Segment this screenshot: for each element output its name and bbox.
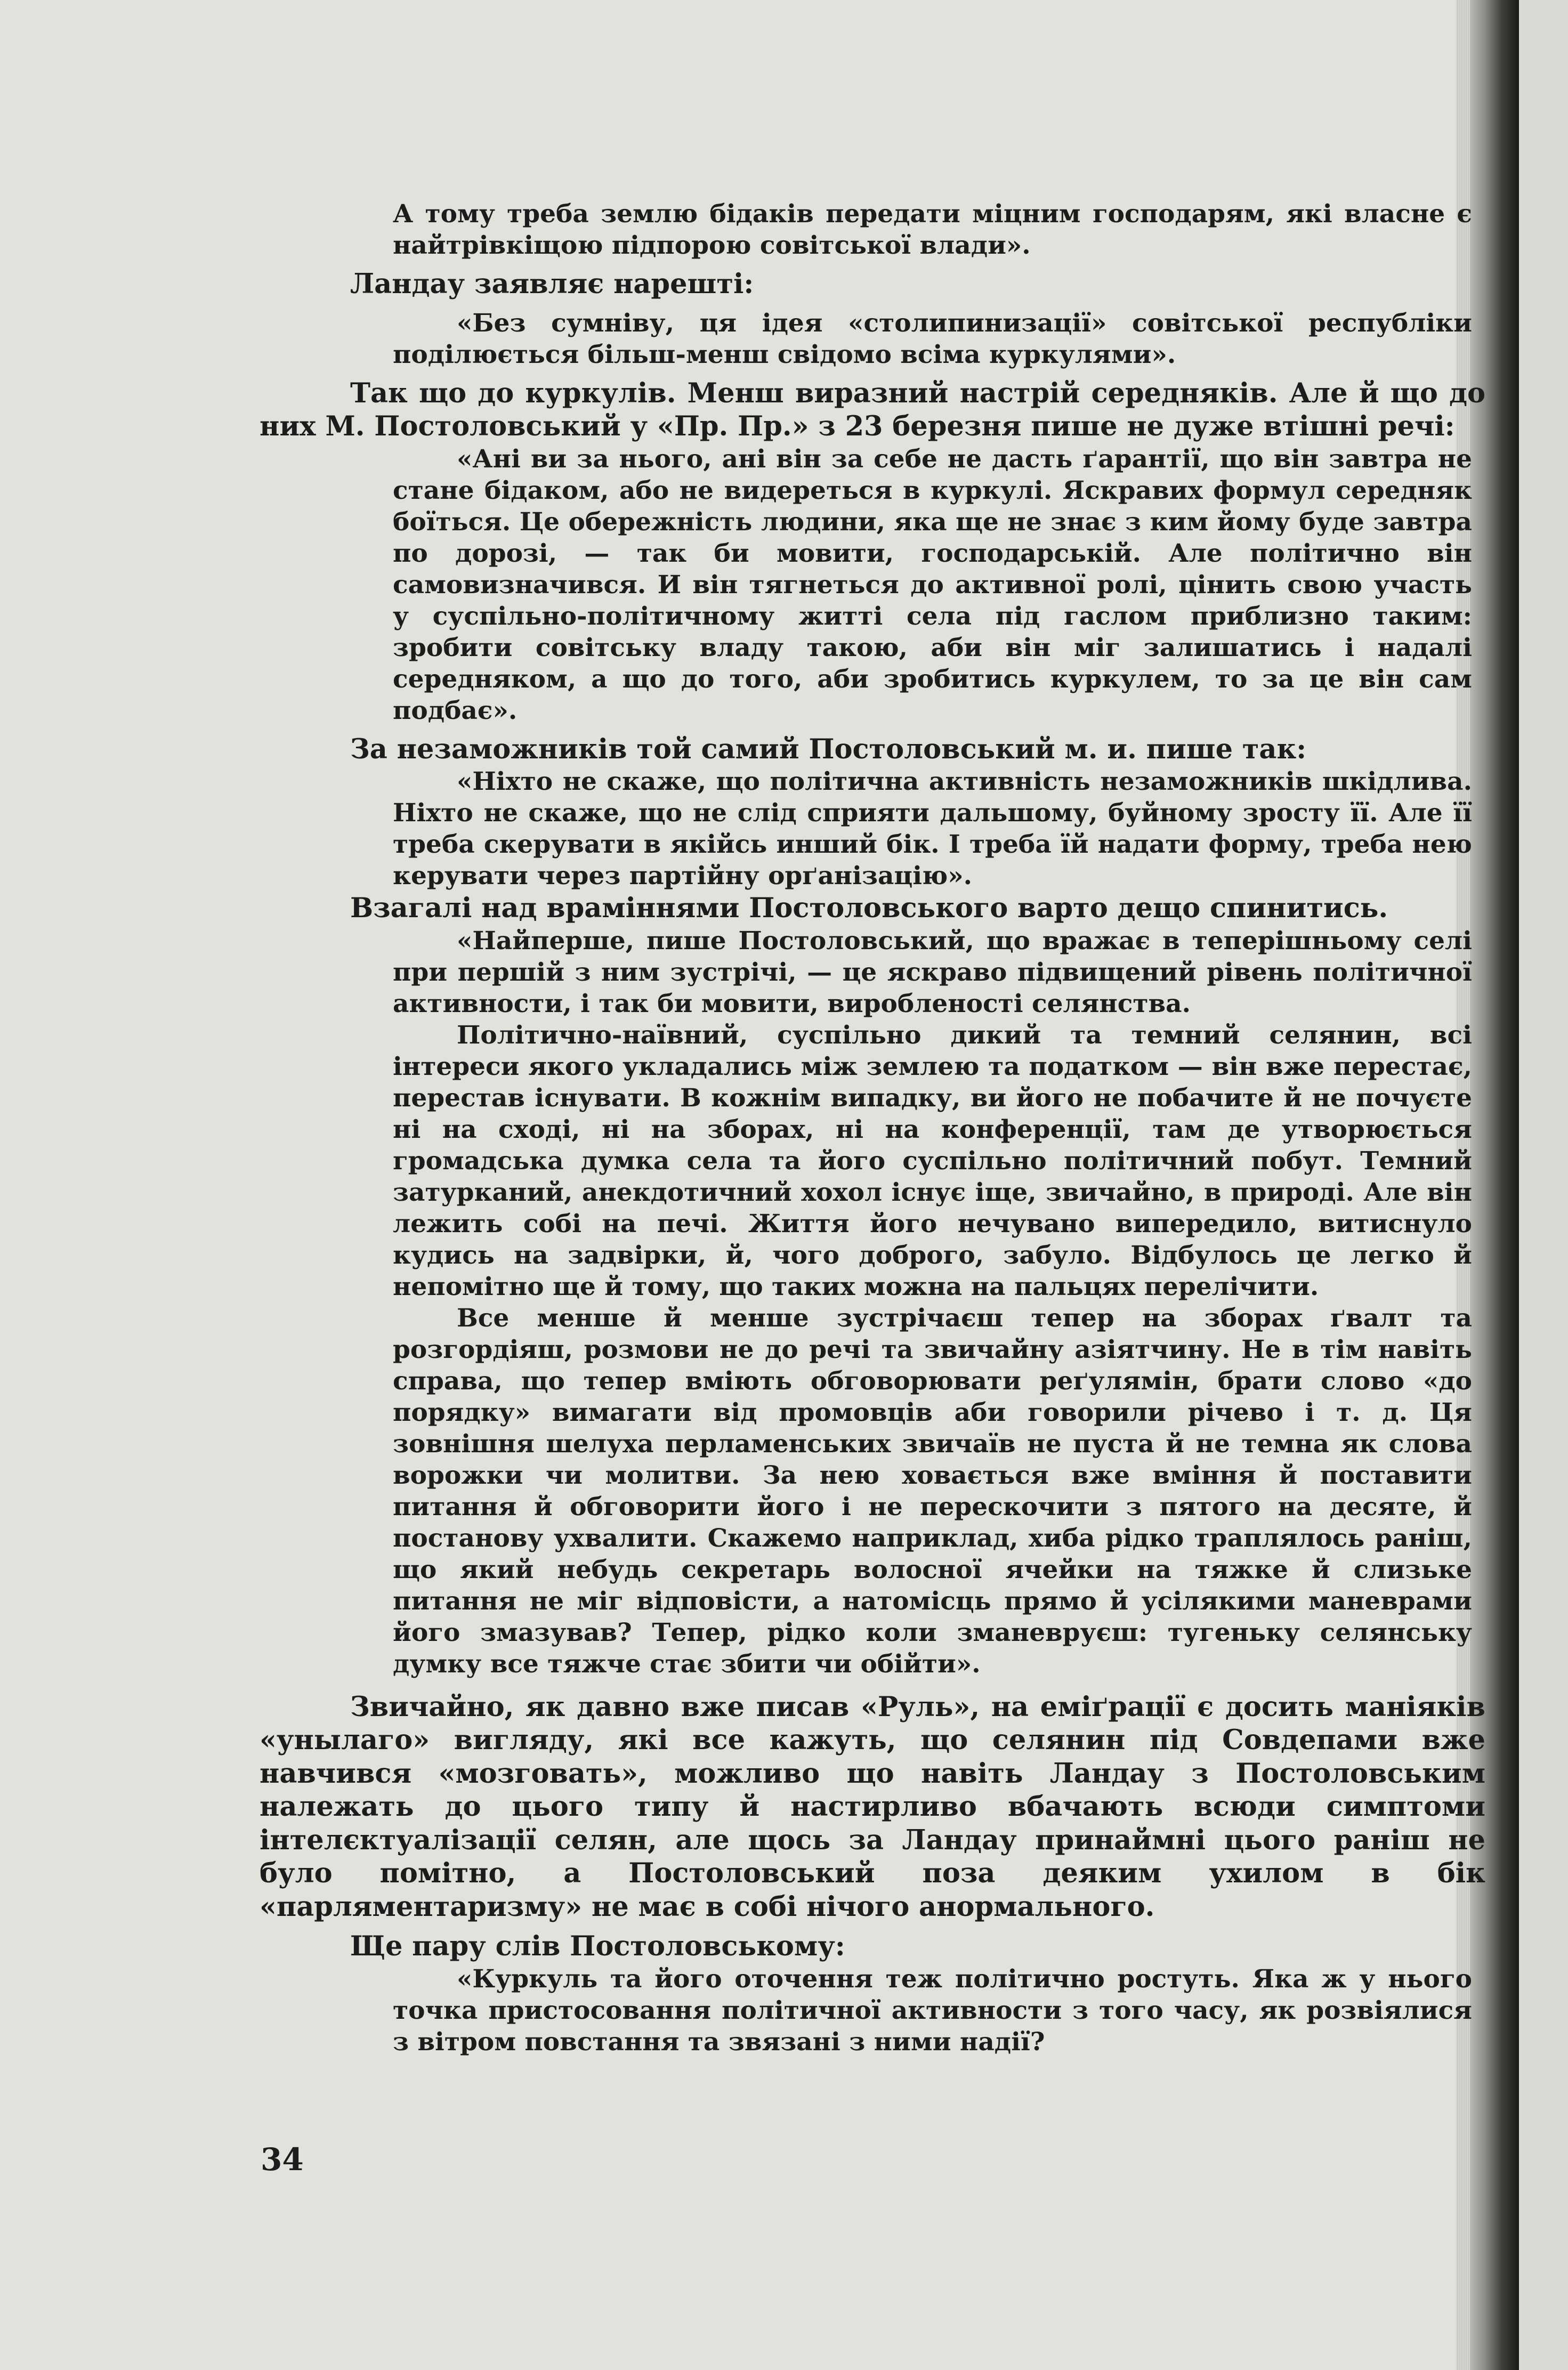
quote-paragraph: «Без сумніву, ця ідея «столипинизації» совітської республіки поділюється більш-менш свідомо всіма куркулями».: [393, 308, 1472, 369]
quote-paragraph: Все менше й менше зустрічаєш тепер на зборах ґвалт та розгордіяш, розмови не до речі та звичайну азіятчину. Не в тім навіть справа, що тепер вміють обговорювати реґулямін, брати слово «до порядку» вимагати від промовців аби говорили річево і т. д. Ця зовнішня шелуха перламенських звичаїв не пуста й не темна як слова ворожки чи молитви. За нею ховається вже вміння й поставити питання й обговорити його і не перескочити з пятого на десяте, й постанову ухвалити. Скажемо наприклад, хиба рідко траплялось раніш, що який небудь секретарь волосної ячейки на тяжке й слизьке питання не міг відповісти, а натомісць прямо й усілякими маневрами його змазував? Тепер, рідко коли зманевруєш: тугеньку селянську думку все тяжче стає збити чи обійти».: [393, 1303, 1472, 1679]
text-body: [260, 198, 1485, 2058]
quote-paragraph: «Ані ви за нього, ані він за себе не дасть ґарантії, що він завтра не стане бідаком, або не видереться в куркулі. Яскравих формул середняк боїться. Це обережність людини, яка ще не знає з ким йому буде завтра по дорозі, — так би мовити, господарській. Але політично він самовизначився. И він тягнеться до активної ролі, цінить свою участь у суспільно-політичному житті села під гаслом приблизно таким: зробити совітську владу такою, аби він міг залишатись і надалі середняком, а що до того, аби зробитись куркулем, то за це він сам подбає».: [393, 444, 1472, 725]
quote-paragraph: А тому треба землю бідаків передати міцним господарям, які власне є найтрівкіщою підпорою совітської влади».: [393, 199, 1472, 260]
body-paragraph: Ландау заявляє нарешті:: [350, 268, 754, 300]
body-paragraph: За незаможників той самий Постоловський м. и. пише так:: [350, 733, 1307, 765]
body-paragraph: Звичайно, як давно вже писав «Руль», на еміґрації є досить маніяків «унылаго» вигляду, які все кажуть, що селянин під Совдепами вже навчився «мозговать», можливо що навіть Ландау з Постоловським належать до цього типу й настирливо вбачають всюди симптоми інтелєктуалізації селян, але щось за Ландау принаймні цього раніш не було помітно, а Постоловський поза деяким ухилом в бік «парляментаризму» не має в собі нічого анормального.: [260, 1690, 1485, 1923]
body-paragraph: Так що до куркулів. Менш виразний настрій середняків. Але й що до них М. Постоловський у «Пр. Пр.» з 23 березня пише не дуже втішні речі:: [260, 377, 1485, 442]
body-paragraph: Взагалі над враміннями Постоловського варто дещо спинитись.: [350, 892, 1388, 924]
quote-paragraph: Політично-наївний, суспільно дикий та темний селянин, всі інтереси якого укладались між землею та податком — він вже перестає, перестав існувати. В кожнім випадку, ви його не побачите й не почуєте ні на сході, ні на зборах, ні на конференції, там де утворюється громадська думка села та його суспільно політичний побут. Темний затурканий, анекдотичний хохол існує іще, звичайно, в природі. Але він лежить собі на печі. Життя його нечувано випередило, витиснуло кудись на задвірки, й, чого доброго, забуло. Відбулось це легко й непомітно ще й тому, що таких можна на пальцях перелічити.: [393, 1020, 1472, 1301]
quote-paragraph: «Найперше, пише Постоловський, що вражає в теперішньому селі при першій з ним зустрічі, — це яскраво підвищений рівень політичної активности, і так би мовити, виробленості селянства.: [393, 926, 1472, 1018]
quote-paragraph: «Ніхто не скаже, що політична активність незаможників шкідлива. Ніхто не скаже, що не слід сприяти дальшому, буйному зросту її. Але її треба скерувати в якійсь инший бік. І треба їй надати форму, треба нею керувати через партійну орґанізацію».: [393, 767, 1472, 891]
quote-paragraph: «Куркуль та його оточення теж політично ростуть. Яка ж у нього точка пристосовання політичної активности з того часу, як розвіялися з вітром повстання та звязані з ними надії?: [393, 1964, 1472, 2057]
page-number: 34: [261, 2141, 304, 2178]
body-paragraph: Ще пару слів Постоловському:: [350, 1930, 845, 1962]
